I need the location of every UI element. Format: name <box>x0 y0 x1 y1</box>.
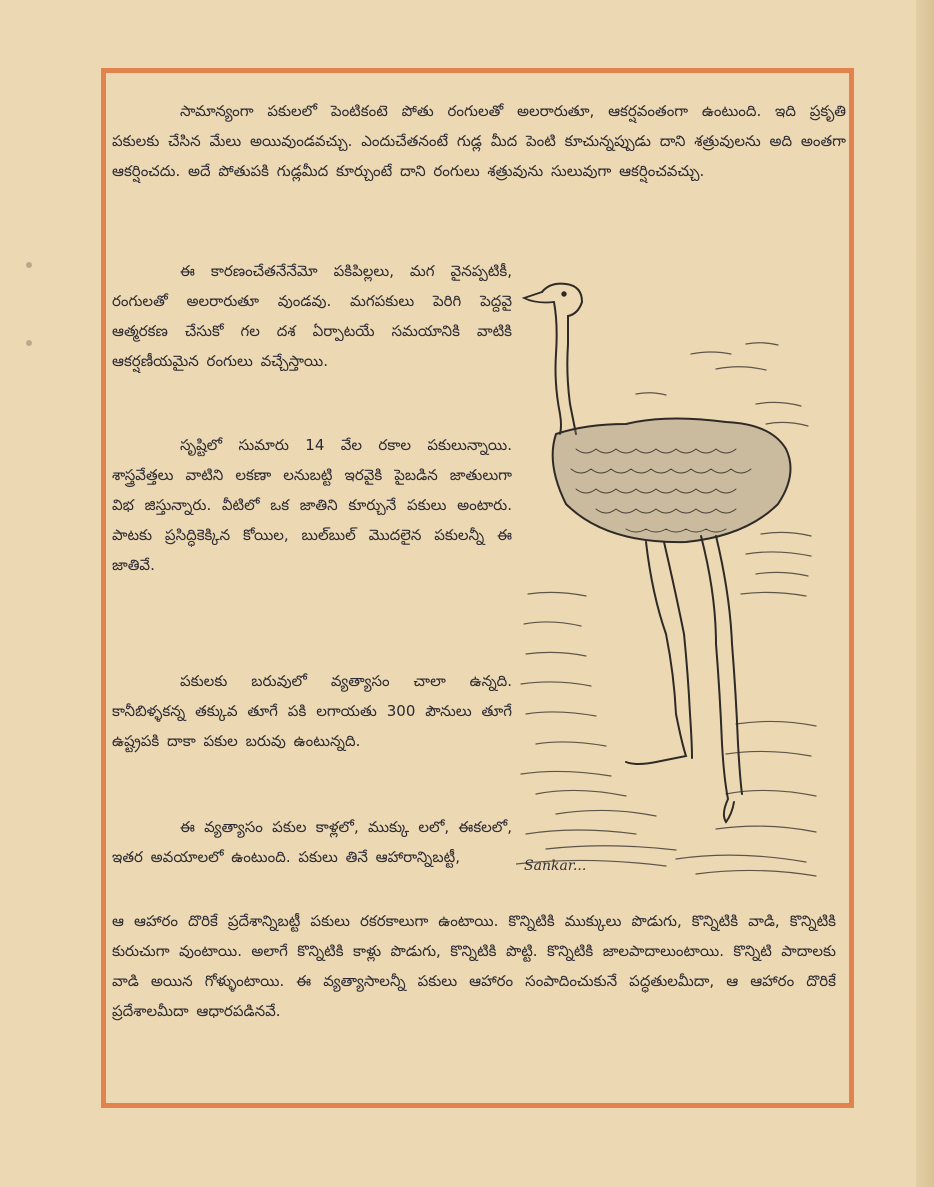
illustration-signature: Sankar... <box>524 858 587 874</box>
paragraph-1: సామాన్యంగా పకులలో పెంటికంటె పోతు రంగులతో అలరారుతూ, ఆకర్షవంతంగా ఉంటుంది. ఇది ప్రకృతి పకులకు చేసిన మేలు అయివుండవచ్చు. ఎందుచేతనంటే గుడ్ల మీద పెంటి కూచున్నప్పుడు దాని శత్రువులను అది అంతగా ఆకర్షించదు. అదే పోతుపకి గుడ్లమీద కూర్చుంటే దాని రంగులు శత్రువును సులువుగా ఆకర్షించవచ్చు. <box>112 102 846 180</box>
page-edge-shade <box>916 0 934 1187</box>
paragraph-3: సృష్టిలో సుమారు 14 వేల రకాల పకులున్నాయి. శాస్త్రవేత్తలు వాటిని లకణా లనుబట్టి ఇరవైకి పైబడిన జాతులుగా విభ జిస్తున్నారు. వీటిలో ఒక జాతిని కూర్చునే పకులు అంటారు. పాటకు ప్రసిద్ధికెక్కిన కోయిల, బుల్‌బుల్ మొదలైన పకులన్నీ ఈ జాతివే. <box>112 436 512 574</box>
paragraph-2: ఈ కారణంచేతనేనేమో పకిపిల్లలు, మగ వైనప్పటికీ, రంగులతో అలరారుతూ వుండవు. మగపకులు పెరిగి పెద్దవై ఆత్మరకణ చేసుకో గల దశ ఏర్పాటయే సమయానికి వాటికి ఆకర్షణీయమైన రంగులు వచ్చేస్తాయి. <box>112 262 512 370</box>
paragraph-5: ఈ వ్యత్యాసం పకుల కాళ్లలో, ముక్కు లలో, ఈకలలో, ఇతర అవయాలలో ఉంటుంది. పకులు తినే ఆహారాన్నిబట్టీ, <box>112 818 512 866</box>
ostrich-illustration <box>516 274 821 886</box>
paragraph-5-continued: ఆ ఆహారం దొరికే ప్రదేశాన్నిబట్టీ పకులు రకరకాలుగా ఉంటాయి. కొన్నిటికి ముక్కులు పొడుగు, కొన్నిటికి వాడి, కొన్నిటికి కురుచుగా వుంటాయి. అలాగే కొన్నిటికి కాళ్లు పొడుగు, కొన్నిటికి పొట్టి. కొన్నిటికి జాలపాదాలుంటాయి. కొన్నిటి పాదాలకు వాడి అయిన గోళ్ళుంటాయి. ఈ వ్యత్యాసాలన్నీ పకులు ఆహారం సంపాదించుకునే పద్ధతులమీదా, ఆ ఆహారం దొరికే ప్రదేశాలమీదా ఆధారపడినవే. <box>112 912 836 1020</box>
binding-hole-mark <box>26 340 32 346</box>
binding-hole-mark <box>26 262 32 268</box>
paragraph-4: పకులకు బరువులో వ్యత్యాసం చాలా ఉన్నది. కానీబిళ్ళకన్న తక్కువ తూగే పకి లగాయతు 300 పౌనులు తూగే ఉష్ట్రపకి దాకా పకుల బరువు ఉంటున్నది. <box>112 672 512 750</box>
